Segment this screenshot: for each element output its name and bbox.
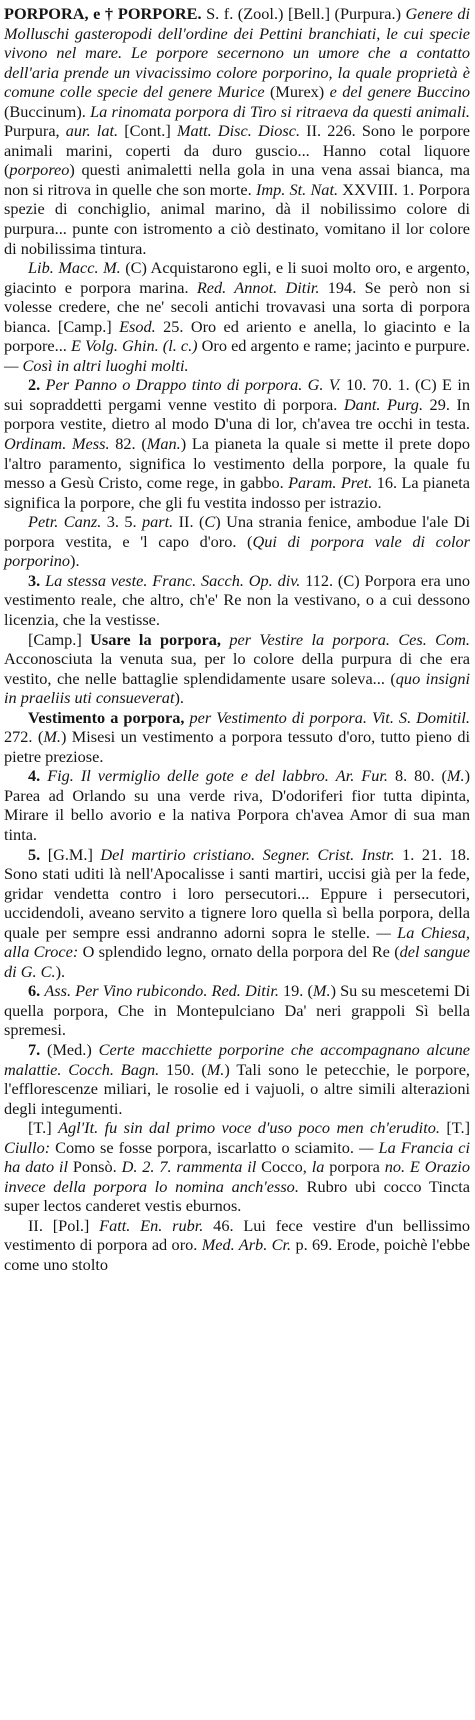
italic-run: Red. Annot. Ditir. [196, 277, 320, 297]
bold-run: Vestimento a porpora, [28, 707, 185, 727]
text-run: 82. ( [109, 434, 147, 454]
text-run: (Murex) [264, 82, 330, 102]
text-run [329, 766, 336, 785]
text-run: ) Parea ad Orlando su una verde riva, D'odoriferi fior tutta dipinta, Mirare il bello avorio e la nativa Porpora ch'avea Amor di sua man tinta. [4, 766, 470, 844]
italic-run: Ciullo: [4, 1137, 51, 1157]
italic-run: La rinomata porpora di Tiro si ritraeva da questi animali. [90, 101, 470, 121]
text-run: Ponsò. [67, 1157, 122, 1177]
text-run: porpora [324, 1157, 385, 1177]
text-run: ) Misesi un vestimento a porpora tessuto d'oro, tutto pieno di pietre preziose. [4, 727, 471, 766]
entry-definition [4, 4, 470, 258]
italic-run: Cocch. Bagn. [68, 1059, 160, 1079]
text-run: XXVIII. 1. Porpora spezie di conchiglio, animal marino, dà il nobilissimo colore di purpura... punte con istromento a ciò destinato, vomitano il lor colore di nobilissima tintura. [4, 179, 470, 258]
italic-run: per Vestimento di porpora. [189, 707, 367, 727]
italic-run: Genere di Molluschi gasteropodi dell'ordine dei Pettini branchiati, le cui specie vivono nel mare. Le porpore secernono un umore che a contatto dell'aria prende un vivacissimo colore porporino, la quale proprietà è comune colle specie del genere Murice [4, 4, 471, 102]
text-run [255, 845, 262, 864]
text-run: 194. Se però non si volesse credere, che ne' secoli antichi trovavasi una sorta di porpora bianca. [Camp.] [4, 277, 471, 336]
italic-run: Ces. Com. [398, 629, 470, 649]
text-run: ). [174, 688, 184, 708]
italic-run: — La Francia ci ha dato il [4, 1137, 470, 1177]
text-run: 3. 5. [101, 512, 142, 532]
bold-run: 7. [28, 1039, 48, 1059]
text-run: Rubro ubi cocco Tincta super lectos canderet vestis eburnos. [4, 1176, 470, 1216]
italic-run: Per Panno o Drappo tinto di porpora. [45, 375, 303, 395]
subentry-paragraph [4, 630, 470, 708]
text-run: (Med.) [47, 1039, 99, 1059]
italic-run: Certe macchiette porporine che accompagnano alcune malattie. [4, 1039, 470, 1079]
italic-run: Fatt. En. rubr. [99, 1215, 204, 1235]
italic-run: Vit. S. Domitil. [372, 707, 470, 727]
text-run: 1. 21. 18. Sono stati uditi là nell'Apocalisse i santi martiri, uccisi già per la fede, gridar vendetta contro i loro persecutori... Eppure i persecutori, uccidendoli, aveano servito a tignere loro quella sì bella porpora, della quale per sempre essi andranno adorni sopra le stelle. [4, 844, 471, 942]
text-run: II. 226. Sono le porpore animali marini, coperti da duro guscio... Hanno cotal liquore ( [4, 121, 471, 180]
italic-run: part. [141, 512, 174, 532]
text-run: ) Tali sono le petecchie, le porpore, l'efflorescenze miliari, le rosolie ed i vajuoli, o altre simili alterazioni degli integumenti. [4, 1059, 471, 1118]
text-run: Acconosciuta la venuta sua, per lo colore della purpura di che era vestito, che nelle battaglie splendidamente usare soleva... ( [4, 649, 470, 688]
text-run: ) La pianeta la quale si mette il prete dopo l'altro paramento, significa lo vestimento della porpore, la quale fu messo a Gesù Cristo, come rege, in gabbo. [4, 434, 470, 493]
italic-run: Man. [146, 434, 181, 454]
dictionary-entry [4, 4, 470, 1275]
text-run: (Buccinum). [4, 101, 91, 121]
sense-5-paragraph [4, 845, 470, 982]
bold-run: 5. [28, 844, 48, 864]
italic-run: La stessa veste. [45, 570, 148, 590]
sense-4-paragraph [4, 766, 470, 844]
text-run: (C) Acquistarono egli, e li suoi molto oro, e argento, giacinto e porpora marina. [4, 258, 470, 297]
text-run: [G.M.] [47, 844, 101, 864]
bold-run: 3. [28, 570, 46, 590]
italic-run: Petr. Canz. [28, 512, 102, 532]
italic-run: M. [446, 766, 465, 786]
italic-run: D. 2. 7. rammenta il [121, 1157, 257, 1177]
text-run: [T.] [439, 1118, 470, 1138]
text-run: ). [55, 961, 66, 981]
italic-run: M. [312, 981, 331, 1001]
italic-run: la [311, 1157, 325, 1177]
text-run: [Cont.] [118, 121, 177, 141]
text-run: S. f. (Zool.) [Bell.] (Purpura.) [201, 4, 406, 23]
sense-6-paragraph [4, 981, 470, 1040]
italic-run: per Vestire la porpora. [229, 629, 390, 649]
text-run: II. ( [173, 512, 205, 532]
italic-run: G. V. [307, 375, 341, 395]
note-paragraph [4, 1118, 470, 1216]
text-run: Como se fosse porpora, iscarlatto o sciamito. [50, 1137, 360, 1157]
italic-run: Red. Ditir. [211, 981, 279, 1001]
italic-run: Matt. Disc. Diosc. [176, 121, 301, 141]
subentry-paragraph [4, 708, 470, 767]
italic-run: Imp. St. Nat. [255, 179, 339, 199]
sense-ii-paragraph [4, 1216, 470, 1275]
text-run: Oro ed argento e rame; jacinto e purpure. [197, 336, 470, 356]
text-run: ) Su su mescetemi Di quella porpora, Che in Montepulciano Da' neri grappoli Sì bella spremesi. [4, 981, 470, 1040]
bold-run: Usare la porpora, [90, 629, 221, 649]
text-run: 10. 70. 1. (C) E in sui sopraddetti pergami venne vestito di porpora. [4, 375, 470, 414]
text-run: ). [70, 551, 80, 571]
italic-run: Dant. Purg. [343, 394, 424, 414]
italic-run: Esod. [119, 316, 156, 336]
bold-run: 6. [28, 981, 45, 1001]
text-run: II. [Pol.] [28, 1215, 100, 1235]
text-run: 8. 80. ( [387, 766, 447, 786]
italic-run: Fig. Il vermiglio delle gote e del labbro. [47, 766, 329, 786]
bold-run: 2. [28, 375, 46, 395]
text-run: 46. Lui fece vestire d'un bellissimo vestimento di porpora ad oro. [4, 1215, 470, 1255]
text-run: 16. La pianeta significa la porpore, che gli fu vestita indosso per istrazio. [4, 473, 470, 512]
text-run: 150. ( [159, 1059, 207, 1079]
text-run: Cocco, [256, 1157, 312, 1177]
sense-3-paragraph [4, 571, 470, 630]
italic-run: Med. Arb. Cr. [201, 1235, 292, 1255]
italic-run: Ass. Per Vino rubicondo. [44, 981, 208, 1001]
text-run: ) questi animaletti nella gola in una vena assai bianca, ma non si ritrova in quelle che son morte. [4, 160, 470, 199]
text-run: O splendido legno, ornato della porpora del Re ( [78, 942, 400, 962]
text-run: 19. ( [278, 981, 313, 1001]
italic-run: e del genere Buccino [329, 82, 471, 102]
italic-run: Qui di porpora vale di color porporino [4, 531, 470, 571]
italic-run: M. [43, 727, 61, 747]
text-run: 29. In porpora vestite, dietro al modo D'una di lor, ch'avea tre occhi in testa. [4, 394, 471, 434]
italic-run: Agl'It. fu sin dal primo voce d'uso poco men ch'erudito. [58, 1118, 440, 1138]
italic-run: Param. Pret. [288, 473, 373, 493]
italic-run: no. E Orazio invece della porpora lo nomina anch'esso. [4, 1157, 470, 1196]
text-run: 25. Oro ed ariento e anella, lo giacinto e la porpore... [4, 316, 470, 356]
italic-run: aur. lat. [65, 121, 119, 141]
italic-run: quo insigni in praeliis uti consueverat [4, 668, 470, 708]
italic-run: porporeo [9, 160, 70, 180]
text-run: ) Una strania fenice, ambodue l'ale Di porpora vestita, e 'l capo d'oro. ( [4, 512, 470, 551]
italic-run: C [204, 512, 216, 532]
bold-run: 4. [28, 766, 48, 786]
italic-run: Ordinam. Mess. [4, 434, 110, 454]
citation-paragraph [4, 512, 470, 571]
italic-run: Lib. Macc. M. [28, 258, 121, 278]
text-run: [Camp.] [28, 629, 91, 649]
italic-run: E Volg. Ghin. (l. c.) [70, 336, 198, 356]
italic-run: M. [206, 1059, 225, 1079]
text-run: p. 69. Erode, poichè l'ebbe come uno stolto [4, 1235, 471, 1274]
italic-run: — Così in altri luoghi molti. [4, 355, 189, 375]
bold-run: PORPORA, e † PORPORE. [4, 4, 202, 23]
text-run: 112. (C) Porpora era uno vestimento reale, che altro, ch'e' Re non la vestivano, o a cui dessono licenzia, che la vestisse. [4, 570, 470, 629]
italic-run: Ar. Fur. [335, 766, 388, 786]
italic-run: del sangue di G. C. [4, 942, 470, 981]
italic-run: Franc. Sacch. Op. div. [152, 570, 301, 590]
text-run: Purpura, [4, 121, 66, 141]
text-run: [T.] [28, 1118, 59, 1138]
italic-run: Del martirio cristiano. [100, 844, 256, 864]
citation-paragraph [4, 258, 470, 375]
sense-7-paragraph [4, 1040, 470, 1118]
italic-run: Segner. Crist. Instr. [262, 844, 395, 864]
text-run: 272. ( [4, 727, 44, 747]
italic-run: — La Chiesa, alla Croce: [4, 922, 470, 962]
sense-2-paragraph [4, 375, 470, 512]
